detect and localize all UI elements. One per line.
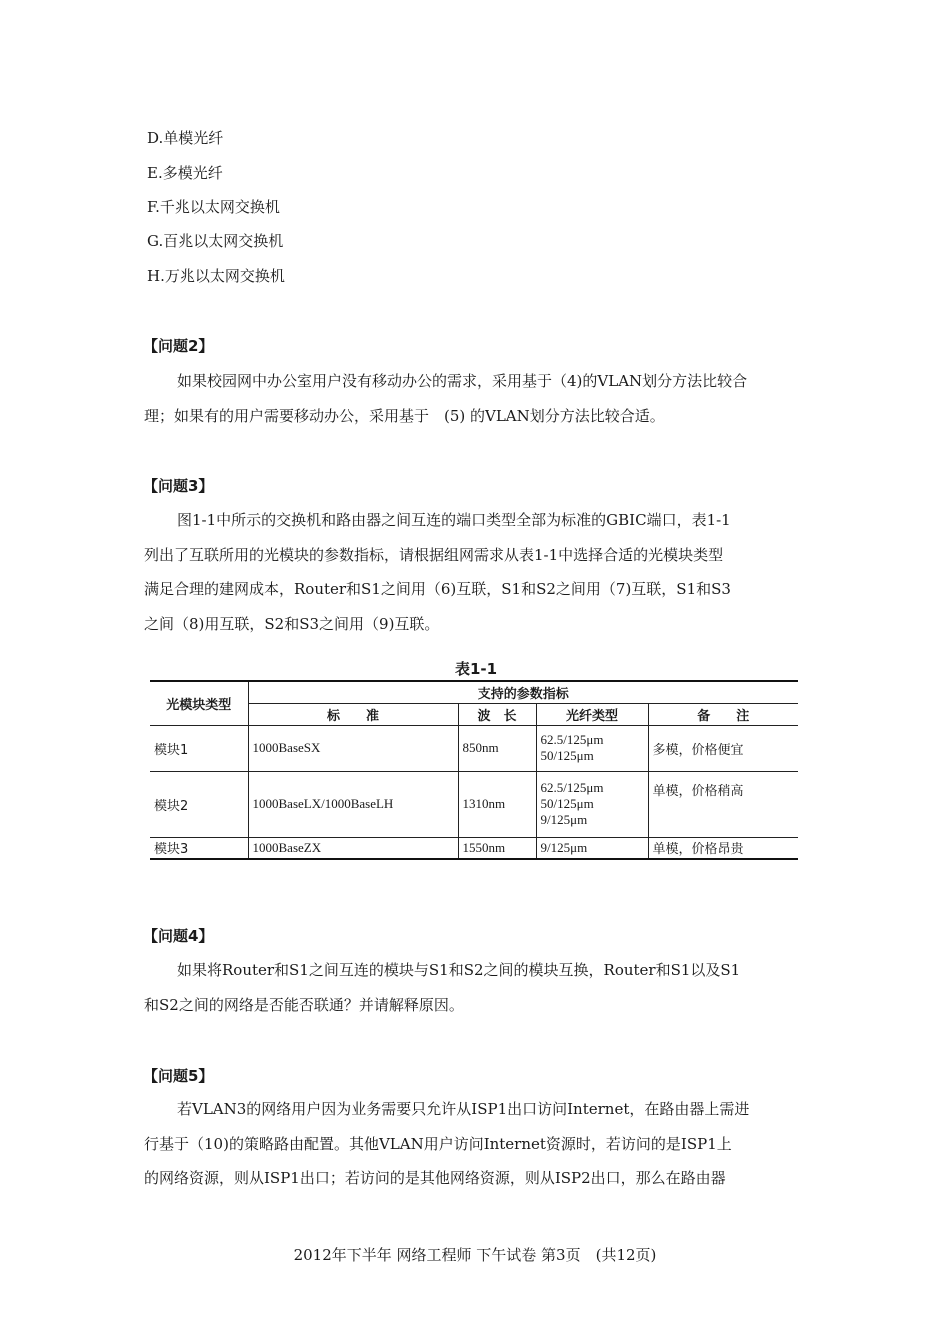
question-5-line-1: 若VLAN3的网络用户因为业务需要只允许从ISP1出口访问Internet，在路由器上需进: [177, 1100, 750, 1118]
page-footer: 2012年下半年 网络工程师 下午试卷 第3页 (共12页): [293, 1246, 657, 1264]
header-standard: 标 准: [248, 703, 458, 725]
question-2-title: 【问题2】: [143, 337, 214, 355]
fiber-value: 9/125μm: [540, 812, 588, 827]
fiber-value: 50/125μm: [540, 796, 594, 811]
fiber-value: 62.5/125μm: [540, 732, 604, 747]
module-note: 单模，价格稍高: [648, 771, 798, 837]
module-spec-table: [150, 680, 798, 860]
option-e: E.多模光纤: [147, 164, 223, 182]
option-g: G.百兆以太网交换机: [147, 232, 284, 250]
option-h: H.万兆以太网交换机: [147, 267, 285, 285]
header-fiber-type: 光纤类型: [536, 703, 648, 725]
table-row: [150, 837, 798, 859]
question-2-line-1: 如果校园网中办公室用户没有移动办公的需求，采用基于（4)的VLAN划分方法比较合: [177, 372, 748, 390]
question-5-title: 【问题5】: [143, 1067, 214, 1085]
question-5-line-2: 行基于（10)的策略路由配置。其他VLAN用户访问Internet资源时，若访问的是ISP1上: [144, 1134, 732, 1153]
question-3-line-1: 图1-1中所示的交换机和路由器之间互连的端口类型全部为标准的GBIC端口，表1-1: [177, 511, 731, 529]
question-4-line-2: 和S2之间的网络是否能否联通？并请解释原因。: [144, 995, 464, 1014]
header-note: 备 注: [648, 703, 798, 725]
question-3-line-2: 列出了互联所用的光模块的参数指标，请根据组网需求从表1-1中选择合适的光模块类型: [144, 545, 724, 564]
question-4-title: 【问题4】: [143, 927, 214, 945]
module-name: 模块2: [150, 771, 248, 837]
fiber-value: 50/125μm: [540, 748, 594, 763]
question-4-text: [144, 953, 814, 1022]
question-3-line-4: 之间（8)用互联，S2和S3之间用（9)互联。: [144, 614, 440, 633]
module-name: 模块1: [150, 725, 248, 771]
module-standard: 1000BaseSX: [248, 725, 458, 771]
question-4-line-1: 如果将Router和S1之间互连的模块与S1和S2之间的模块互换，Router和S1以及S1: [177, 961, 741, 979]
question-3-line-3: 满足合理的建网成本，Router和S1之间用（6)互联，S1和S2之间用（7)互联，S1和S3: [144, 580, 731, 598]
module-fiber: [536, 725, 648, 771]
table-caption: 表1-1: [455, 660, 498, 678]
module-standard: 1000BaseLX/1000BaseLH: [248, 771, 458, 837]
question-5-text: [144, 1092, 814, 1196]
question-3-text: [144, 503, 814, 641]
module-wavelength: 1310nm: [458, 771, 536, 837]
question-2-line-2: 理；如果有的用户需要移动办公，采用基于 (5) 的VLAN划分方法比较合适。: [144, 406, 665, 425]
question-3-title: 【问题3】: [143, 477, 214, 495]
module-note: 单模，价格昂贵: [648, 837, 798, 859]
header-param-group: 支持的参数指标: [248, 681, 798, 703]
module-standard: 1000BaseZX: [248, 837, 458, 859]
option-f: F.千兆以太网交换机: [147, 198, 280, 216]
module-note: 多模，价格便宜: [648, 725, 798, 771]
module-fiber: [536, 771, 648, 837]
module-wavelength: 1550nm: [458, 837, 536, 859]
module-wavelength: 850nm: [458, 725, 536, 771]
module-name: 模块3: [150, 837, 248, 859]
fiber-value: 62.5/125μm: [540, 780, 604, 795]
table-row: [150, 771, 798, 837]
table-row: [150, 725, 798, 771]
option-d: D.单模光纤: [147, 129, 224, 147]
header-module-type: 光模块类型: [150, 681, 248, 725]
module-fiber: 9/125μm: [536, 837, 648, 859]
header-wavelength: 波 长: [458, 703, 536, 725]
question-5-line-3: 的网络资源，则从ISP1出口；若访问的是其他网络资源，则从ISP2出口，那么在路由器: [144, 1169, 726, 1187]
question-2-text: [144, 364, 814, 433]
